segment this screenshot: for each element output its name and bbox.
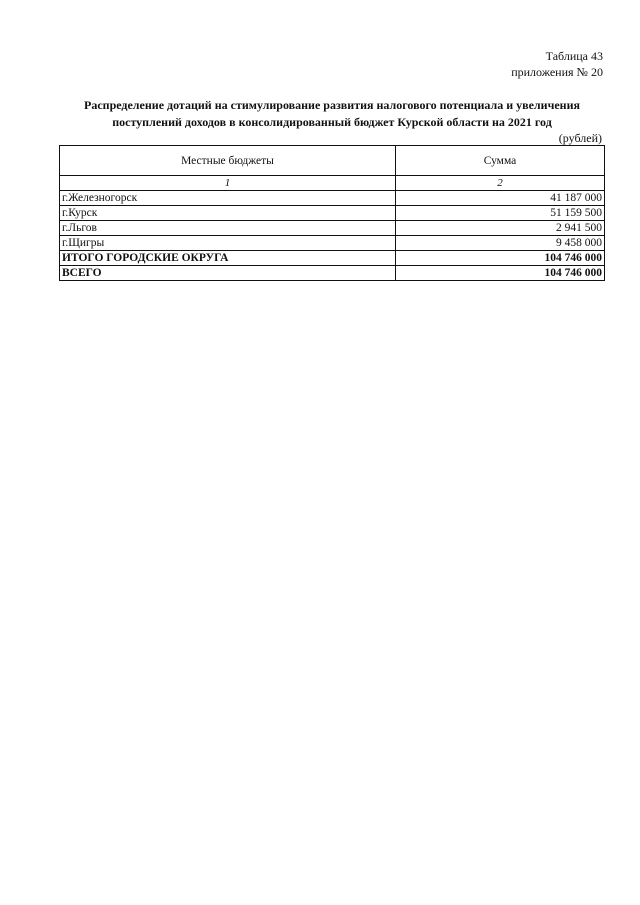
row-amount: 9 458 000 — [396, 236, 605, 251]
column-number-row — [60, 176, 605, 191]
row-amount: 51 159 500 — [396, 206, 605, 221]
table-row — [60, 236, 605, 251]
total-label: ВСЕГО — [60, 266, 396, 281]
table-number: Таблица 43 — [545, 49, 603, 63]
column-header-amount: Сумма — [396, 146, 605, 176]
row-name: г.Курск — [60, 206, 396, 221]
subtotal-label: ИТОГО ГОРОДСКИЕ ОКРУГА — [60, 251, 396, 266]
row-name: г.Щигры — [60, 236, 396, 251]
column-number-1: 1 — [60, 176, 396, 191]
table-row — [60, 206, 605, 221]
table-header-row — [60, 146, 605, 176]
row-amount: 2 941 500 — [396, 221, 605, 236]
subtotal-row — [60, 251, 605, 266]
subtotal-amount: 104 746 000 — [396, 251, 605, 266]
column-header-budgets: Местные бюджеты — [60, 146, 396, 176]
title-line-1: Распределение дотаций на стимулирование развития налогового потенциала и увеличения — [84, 98, 580, 112]
row-name: г.Железногорск — [60, 191, 396, 206]
document-title — [60, 97, 604, 131]
table-label — [511, 48, 603, 80]
total-row — [60, 266, 605, 281]
column-number-2: 2 — [396, 176, 605, 191]
units-label: (рублей) — [558, 131, 602, 145]
appendix-number: приложения № 20 — [511, 65, 603, 79]
row-name: г.Льгов — [60, 221, 396, 236]
table-row — [60, 221, 605, 236]
distribution-table — [59, 145, 605, 281]
table-row — [60, 191, 605, 206]
total-amount: 104 746 000 — [396, 266, 605, 281]
title-line-2: поступлений доходов в консолидированный бюджет Курской области на 2021 год — [112, 115, 552, 129]
row-amount: 41 187 000 — [396, 191, 605, 206]
